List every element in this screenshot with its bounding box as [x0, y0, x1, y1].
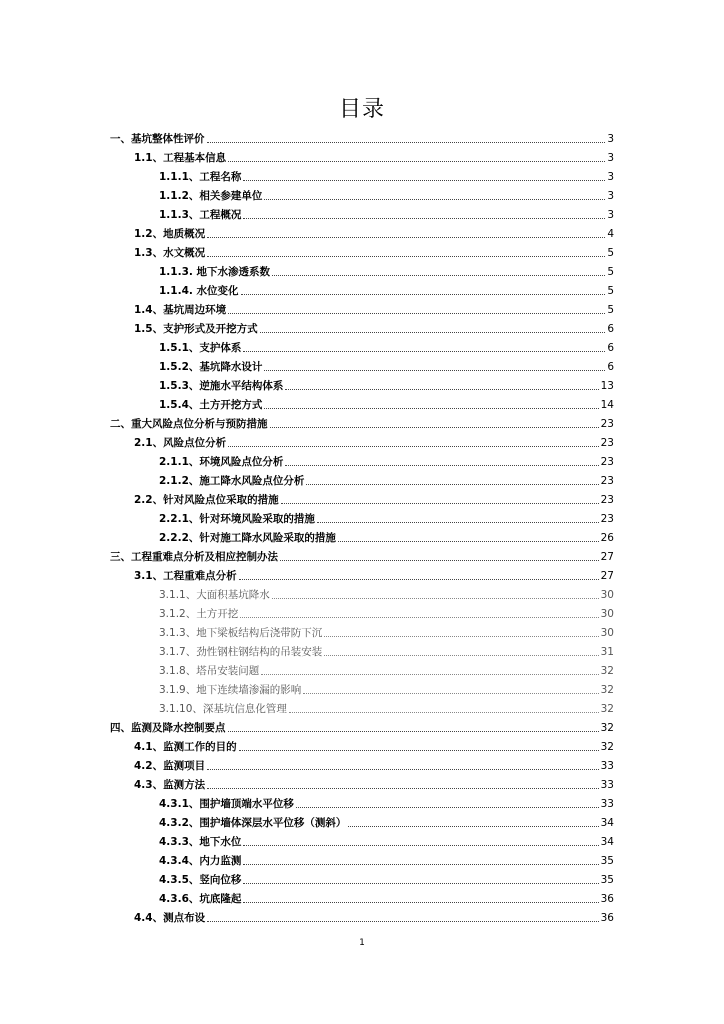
toc-entry-title: 3.1.2、土方开挖 — [159, 608, 239, 620]
table-of-contents — [110, 127, 614, 925]
toc-entry-title: 4.3.6、坑底隆起 — [159, 893, 242, 905]
toc-entry-title: 1.5.1、支护体系 — [159, 342, 242, 354]
toc-entry-title: 4.3、监测方法 — [134, 779, 206, 791]
dot-leader — [207, 787, 599, 789]
toc-entry[interactable] — [110, 127, 614, 146]
dot-leader — [228, 730, 599, 732]
toc-entry-title: 4.4、测点布设 — [134, 912, 206, 924]
dot-leader — [239, 578, 599, 580]
toc-entry[interactable] — [110, 222, 614, 241]
toc-entry-title: 4.3.2、围护墙体深层水平位移（测斜） — [159, 817, 347, 829]
toc-entry-page: 23 — [600, 437, 614, 449]
toc-entry-page: 6 — [607, 342, 614, 354]
toc-entry-page: 35 — [600, 874, 614, 886]
toc-entry-title: 3.1.7、劲性钢柱钢结构的吊装安装 — [159, 646, 323, 658]
toc-entry-page: 33 — [600, 798, 614, 810]
toc-entry-page: 32 — [600, 665, 614, 677]
toc-entry-title: 三、工程重难点分析及相应控制办法 — [110, 551, 278, 563]
dot-leader — [289, 711, 599, 713]
dot-leader — [324, 635, 598, 637]
toc-entry-page: 27 — [600, 551, 614, 563]
toc-entry-page: 34 — [600, 817, 614, 829]
toc-entry-title: 四、监测及降水控制要点 — [110, 722, 226, 734]
toc-entry-page: 32 — [600, 741, 614, 753]
toc-entry-title: 2.1.2、施工降水风险点位分析 — [159, 475, 305, 487]
toc-entry[interactable] — [110, 678, 614, 697]
toc-entry-title: 2.1、风险点位分析 — [134, 437, 227, 449]
toc-entry-page: 3 — [607, 133, 614, 145]
toc-entry-title: 二、重大风险点位分析与预防措施 — [110, 418, 268, 430]
dot-leader — [240, 616, 598, 618]
toc-entry[interactable] — [110, 374, 614, 393]
toc-entry-title: 1.1.3. 地下水渗透系数 — [159, 266, 271, 278]
toc-entry-page: 36 — [600, 893, 614, 905]
toc-entry-page: 30 — [600, 627, 614, 639]
dot-leader — [296, 806, 599, 808]
dot-leader — [228, 445, 599, 447]
toc-entry-title: 2.2、针对风险点位采取的措施 — [134, 494, 279, 506]
dot-leader — [243, 844, 598, 846]
dot-leader — [338, 540, 599, 542]
toc-entry-title: 3.1.9、地下连续墙渗漏的影响 — [159, 684, 302, 696]
dot-leader — [228, 312, 605, 314]
toc-entry-title: 2.2.1、针对环境风险采取的措施 — [159, 513, 315, 525]
toc-entry-page: 5 — [607, 285, 614, 297]
toc-entry-page: 13 — [600, 380, 614, 392]
toc-entry-title: 一、基坑整体性评价 — [110, 133, 205, 145]
dot-leader — [260, 331, 606, 333]
dot-leader — [348, 825, 598, 827]
toc-entry-title: 3.1.3、地下梁板结构后浇带防下沉 — [159, 627, 323, 639]
toc-entry-title: 4.3.3、地下水位 — [159, 836, 242, 848]
toc-entry[interactable] — [110, 336, 614, 355]
dot-leader — [241, 293, 606, 295]
toc-entry[interactable] — [110, 564, 614, 583]
toc-entry[interactable] — [110, 868, 614, 887]
dot-leader — [243, 901, 598, 903]
dot-leader — [264, 369, 605, 371]
toc-entry-page: 23 — [600, 456, 614, 468]
dot-leader — [239, 749, 599, 751]
toc-entry[interactable] — [110, 887, 614, 906]
toc-entry-title: 1.5.2、基坑降水设计 — [159, 361, 263, 373]
dot-leader — [285, 388, 598, 390]
toc-entry[interactable] — [110, 431, 614, 450]
toc-entry[interactable] — [110, 602, 614, 621]
toc-entry[interactable] — [110, 526, 614, 545]
toc-entry-title: 4.3.5、竖向位移 — [159, 874, 242, 886]
toc-entry-title: 1.5.4、土方开挖方式 — [159, 399, 263, 411]
toc-entry-page: 3 — [607, 190, 614, 202]
dot-leader — [306, 483, 598, 485]
toc-entry-page: 6 — [607, 361, 614, 373]
toc-entry[interactable] — [110, 640, 614, 659]
toc-entry-page: 3 — [607, 209, 614, 221]
toc-entry-page: 23 — [600, 513, 614, 525]
toc-entry-page: 4 — [607, 228, 614, 240]
toc-entry[interactable] — [110, 469, 614, 488]
toc-entry-title: 1.4、基坑周边环境 — [134, 304, 227, 316]
page-title: 目录 — [338, 97, 385, 122]
toc-entry-page: 3 — [607, 171, 614, 183]
toc-entry-title: 1.5.3、逆施水平结构体系 — [159, 380, 284, 392]
toc-entry-title: 1.1.4. 水位变化 — [159, 285, 239, 297]
page-number: 1 — [359, 938, 365, 948]
toc-entry[interactable] — [110, 355, 614, 374]
toc-entry[interactable] — [110, 412, 614, 431]
toc-entry-page: 33 — [600, 779, 614, 791]
dot-leader — [280, 559, 599, 561]
toc-entry-page: 30 — [600, 589, 614, 601]
dot-leader — [207, 920, 599, 922]
toc-entry[interactable] — [110, 241, 614, 260]
toc-entry[interactable] — [110, 754, 614, 773]
toc-entry-title: 2.1.1、环境风险点位分析 — [159, 456, 284, 468]
toc-entry[interactable] — [110, 450, 614, 469]
toc-entry-page: 23 — [600, 475, 614, 487]
toc-entry[interactable] — [110, 317, 614, 336]
toc-entry[interactable] — [110, 298, 614, 317]
toc-entry[interactable] — [110, 203, 614, 222]
toc-entry-title: 4.3.1、围护墙顶端水平位移 — [159, 798, 294, 810]
dot-leader — [264, 198, 605, 200]
toc-entry-page: 32 — [600, 722, 614, 734]
toc-entry-page: 32 — [600, 684, 614, 696]
toc-entry-title: 1.2、地质概况 — [134, 228, 206, 240]
toc-entry[interactable] — [110, 184, 614, 203]
toc-entry-title: 3.1.1、大面积基坑降水 — [159, 589, 270, 601]
toc-entry[interactable] — [110, 830, 614, 849]
toc-entry[interactable] — [110, 716, 614, 735]
toc-entry-title: 1.1.3、工程概况 — [159, 209, 242, 221]
toc-entry-page: 31 — [600, 646, 614, 658]
toc-entry-page: 36 — [600, 912, 614, 924]
toc-entry-page: 5 — [607, 247, 614, 259]
dot-leader — [303, 692, 598, 694]
toc-entry-page: 5 — [607, 266, 614, 278]
toc-entry-title: 1.1、工程基本信息 — [134, 152, 227, 164]
toc-entry-page: 33 — [600, 760, 614, 772]
toc-entry-title: 4.3.4、内力监测 — [159, 855, 242, 867]
toc-entry-page: 34 — [600, 836, 614, 848]
dot-leader — [264, 407, 598, 409]
toc-entry-page: 23 — [600, 494, 614, 506]
toc-entry-page: 23 — [600, 418, 614, 430]
dot-leader — [243, 217, 605, 219]
toc-entry[interactable] — [110, 279, 614, 298]
toc-entry-page: 3 — [607, 152, 614, 164]
dot-leader — [272, 274, 605, 276]
toc-entry[interactable] — [110, 849, 614, 868]
toc-entry-title: 1.3、水文概况 — [134, 247, 206, 259]
toc-entry-title: 4.1、监测工作的目的 — [134, 741, 237, 753]
toc-entry[interactable] — [110, 260, 614, 279]
toc-entry-page: 26 — [600, 532, 614, 544]
dot-leader — [228, 160, 605, 162]
dot-leader — [261, 673, 598, 675]
toc-entry-title: 3.1.10、深基坑信息化管理 — [159, 703, 287, 715]
toc-entry[interactable] — [110, 507, 614, 526]
dot-leader — [243, 863, 598, 865]
dot-leader — [270, 426, 599, 428]
dot-leader — [243, 350, 605, 352]
toc-entry-page: 30 — [600, 608, 614, 620]
toc-entry-page: 27 — [600, 570, 614, 582]
toc-entry[interactable] — [110, 165, 614, 184]
toc-entry[interactable] — [110, 735, 614, 754]
toc-entry-title: 1.5、支护形式及开挖方式 — [134, 323, 258, 335]
dot-leader — [281, 502, 599, 504]
toc-entry[interactable] — [110, 146, 614, 165]
toc-entry-page: 6 — [607, 323, 614, 335]
dot-leader — [243, 179, 605, 181]
toc-entry[interactable] — [110, 811, 614, 830]
dot-leader — [207, 141, 606, 143]
toc-entry-page: 5 — [607, 304, 614, 316]
toc-entry[interactable] — [110, 545, 614, 564]
toc-entry[interactable] — [110, 906, 614, 925]
dot-leader — [243, 882, 598, 884]
toc-entry-page: 35 — [600, 855, 614, 867]
toc-entry[interactable] — [110, 773, 614, 792]
dot-leader — [285, 464, 598, 466]
toc-entry-title: 4.2、监测项目 — [134, 760, 206, 772]
dot-leader — [272, 597, 599, 599]
dot-leader — [207, 236, 605, 238]
toc-entry-page: 32 — [600, 703, 614, 715]
toc-entry-title: 1.1.1、工程名称 — [159, 171, 242, 183]
dot-leader — [324, 654, 598, 656]
toc-entry[interactable] — [110, 583, 614, 602]
toc-entry[interactable] — [110, 488, 614, 507]
toc-entry[interactable] — [110, 621, 614, 640]
dot-leader — [207, 255, 605, 257]
dot-leader — [317, 521, 599, 523]
toc-entry-title: 3.1、工程重难点分析 — [134, 570, 237, 582]
toc-entry[interactable] — [110, 697, 614, 716]
toc-entry-title: 1.1.2、相关参建单位 — [159, 190, 263, 202]
toc-entry[interactable] — [110, 792, 614, 811]
dot-leader — [207, 768, 599, 770]
toc-entry-page: 14 — [600, 399, 614, 411]
toc-entry[interactable] — [110, 659, 614, 678]
toc-entry-title: 3.1.8、塔吊安装问题 — [159, 665, 260, 677]
toc-entry-title: 2.2.2、针对施工降水风险采取的措施 — [159, 532, 336, 544]
toc-entry[interactable] — [110, 393, 614, 412]
